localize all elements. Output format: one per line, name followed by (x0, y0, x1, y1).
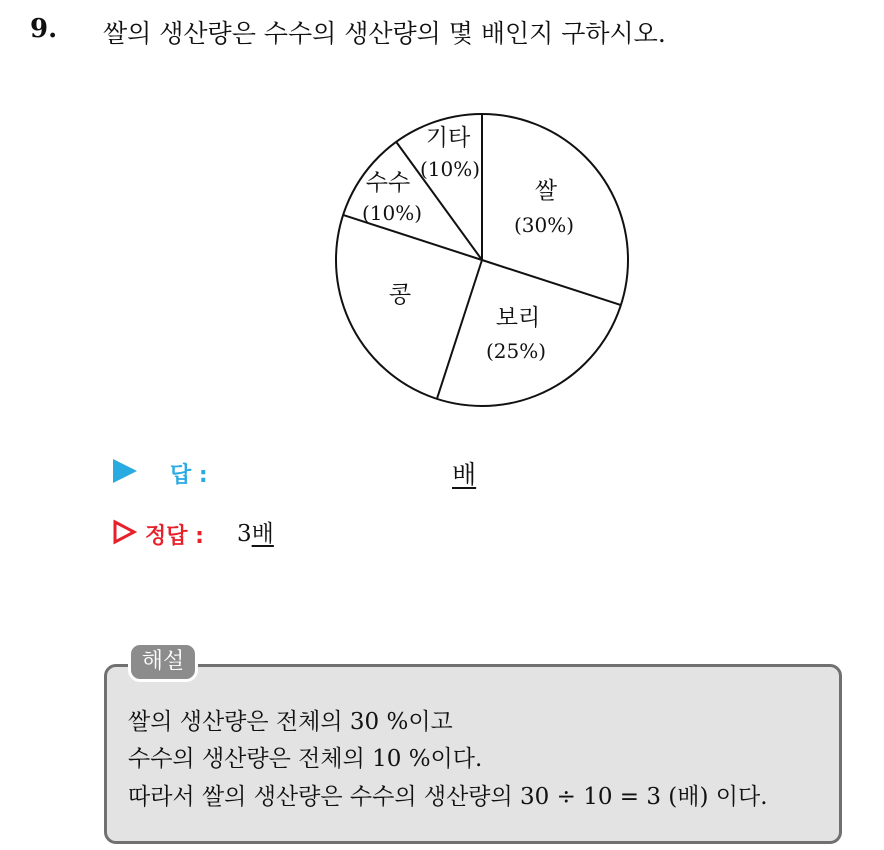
answer-unit: 배 (452, 460, 477, 489)
explanation-tag: 해설 (128, 642, 198, 682)
correct-answer-label: 정답 : (145, 524, 204, 549)
pie-slice-name-1: 쌀 (534, 178, 558, 204)
play-triangle-icon (112, 458, 138, 484)
pie-slice-percent-4: (10%) (361, 201, 423, 225)
explanation-line-3: 따라서 쌀의 생산량은 수수의 생산량의 30 ÷ 10 = 3 (배) 이다. (128, 784, 768, 810)
pie-slice-name-2: 보리 (495, 305, 541, 331)
pie-slice-percent-2: (25%) (485, 339, 547, 363)
correct-answer-value: 3배 (237, 521, 274, 547)
pie-slice-name-3: 콩 (388, 282, 412, 308)
question-number: 9. (30, 14, 58, 44)
answer-input-blank[interactable] (290, 455, 440, 489)
pie-chart (320, 100, 646, 420)
pie-slice-name-4: 수수 (365, 170, 411, 196)
pie-slice-percent-1: (30%) (513, 213, 575, 237)
pie-slice-percent-5: (10%) (419, 157, 481, 181)
outline-triangle-icon (112, 519, 138, 545)
question-text: 쌀의 생산량은 수수의 생산량의 몇 배인지 구하시오. (103, 19, 666, 48)
pie-slice-name-5: 기타 (425, 125, 471, 151)
explanation-line-2: 수수의 생산량은 전체의 10 %이다. (128, 746, 483, 772)
explanation-line-1: 쌀의 생산량은 전체의 30 %이고 (128, 709, 453, 735)
answer-label: 답 : (170, 463, 208, 488)
